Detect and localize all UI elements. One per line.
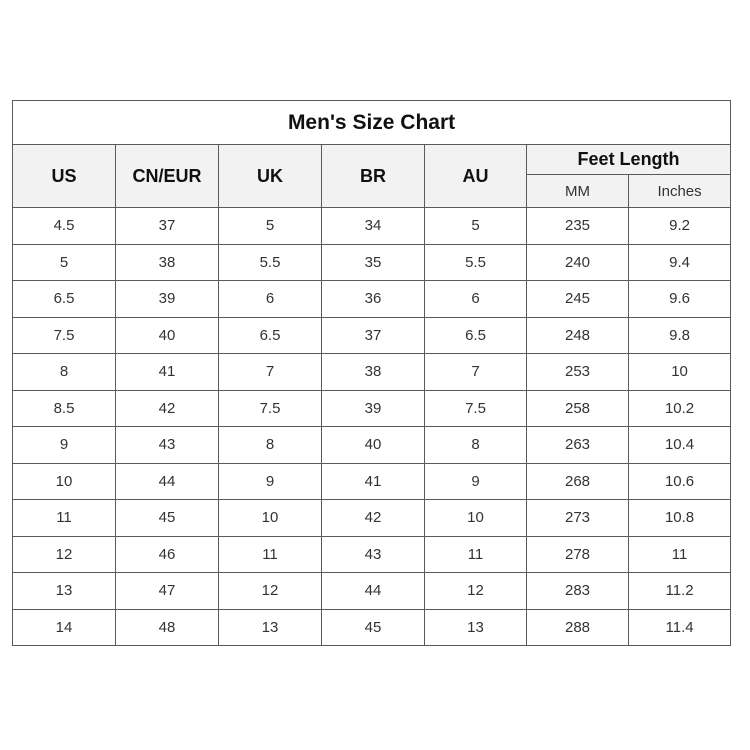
table-cell-us: 4.5 bbox=[13, 208, 116, 245]
table-row bbox=[13, 208, 731, 245]
table-cell-mm: 248 bbox=[527, 317, 629, 354]
table-cell-au: 8 bbox=[425, 427, 527, 464]
table-cell-au: 6.5 bbox=[425, 317, 527, 354]
table-cell-cn-eur: 42 bbox=[116, 390, 219, 427]
table-cell-au: 7 bbox=[425, 354, 527, 391]
table-row bbox=[13, 463, 731, 500]
table-cell-au: 13 bbox=[425, 609, 527, 646]
table-cell-cn-eur: 44 bbox=[116, 463, 219, 500]
table-cell-au: 5 bbox=[425, 208, 527, 245]
table-row bbox=[13, 536, 731, 573]
table-cell-us: 6.5 bbox=[13, 281, 116, 318]
table-cell-uk: 6.5 bbox=[219, 317, 322, 354]
table-row bbox=[13, 244, 731, 281]
column-header-au: AU bbox=[425, 145, 527, 208]
table-cell-us: 14 bbox=[13, 609, 116, 646]
table-cell-inches: 10.6 bbox=[629, 463, 731, 500]
table-cell-cn-eur: 47 bbox=[116, 573, 219, 610]
size-chart-table bbox=[12, 100, 731, 646]
table-cell-inches: 11.4 bbox=[629, 609, 731, 646]
table-cell-inches: 11 bbox=[629, 536, 731, 573]
table-cell-br: 37 bbox=[322, 317, 425, 354]
table-cell-au: 11 bbox=[425, 536, 527, 573]
table-cell-us: 5 bbox=[13, 244, 116, 281]
table-cell-uk: 6 bbox=[219, 281, 322, 318]
table-cell-au: 10 bbox=[425, 500, 527, 537]
table-cell-br: 45 bbox=[322, 609, 425, 646]
table-row bbox=[13, 573, 731, 610]
table-cell-inches: 9.8 bbox=[629, 317, 731, 354]
table-cell-inches: 10.2 bbox=[629, 390, 731, 427]
chart-title: Men's Size Chart bbox=[13, 101, 731, 145]
column-header-uk: UK bbox=[219, 145, 322, 208]
table-cell-us: 11 bbox=[13, 500, 116, 537]
table-cell-uk: 11 bbox=[219, 536, 322, 573]
table-cell-mm: 273 bbox=[527, 500, 629, 537]
column-header-br: BR bbox=[322, 145, 425, 208]
table-row bbox=[13, 427, 731, 464]
table-cell-cn-eur: 46 bbox=[116, 536, 219, 573]
table-cell-br: 44 bbox=[322, 573, 425, 610]
table-cell-br: 36 bbox=[322, 281, 425, 318]
table-cell-mm: 263 bbox=[527, 427, 629, 464]
column-header-cn-eur: CN/EUR bbox=[116, 145, 219, 208]
column-header-us: US bbox=[13, 145, 116, 208]
table-cell-br: 42 bbox=[322, 500, 425, 537]
column-header-inches: Inches bbox=[629, 175, 731, 208]
table-cell-uk: 7.5 bbox=[219, 390, 322, 427]
table-cell-au: 9 bbox=[425, 463, 527, 500]
column-group-header-feet-length: Feet Length bbox=[527, 145, 731, 175]
table-cell-cn-eur: 45 bbox=[116, 500, 219, 537]
table-row bbox=[13, 317, 731, 354]
table-cell-uk: 5.5 bbox=[219, 244, 322, 281]
table-cell-cn-eur: 40 bbox=[116, 317, 219, 354]
table-cell-inches: 9.2 bbox=[629, 208, 731, 245]
table-cell-inches: 9.4 bbox=[629, 244, 731, 281]
table-cell-uk: 5 bbox=[219, 208, 322, 245]
table-cell-uk: 7 bbox=[219, 354, 322, 391]
table-cell-mm: 288 bbox=[527, 609, 629, 646]
table-cell-us: 12 bbox=[13, 536, 116, 573]
table-cell-us: 9 bbox=[13, 427, 116, 464]
table-cell-uk: 13 bbox=[219, 609, 322, 646]
table-cell-mm: 253 bbox=[527, 354, 629, 391]
table-cell-cn-eur: 41 bbox=[116, 354, 219, 391]
table-cell-cn-eur: 38 bbox=[116, 244, 219, 281]
table-cell-us: 7.5 bbox=[13, 317, 116, 354]
table-cell-mm: 278 bbox=[527, 536, 629, 573]
table-cell-mm: 245 bbox=[527, 281, 629, 318]
table-cell-inches: 10 bbox=[629, 354, 731, 391]
table-cell-cn-eur: 39 bbox=[116, 281, 219, 318]
table-cell-cn-eur: 43 bbox=[116, 427, 219, 464]
table-cell-br: 34 bbox=[322, 208, 425, 245]
table-row bbox=[13, 281, 731, 318]
table-cell-mm: 240 bbox=[527, 244, 629, 281]
table-cell-br: 41 bbox=[322, 463, 425, 500]
table-row bbox=[13, 390, 731, 427]
table-cell-inches: 9.6 bbox=[629, 281, 731, 318]
table-cell-br: 39 bbox=[322, 390, 425, 427]
table-cell-inches: 10.8 bbox=[629, 500, 731, 537]
table-cell-br: 43 bbox=[322, 536, 425, 573]
column-header-mm: MM bbox=[527, 175, 629, 208]
table-cell-inches: 11.2 bbox=[629, 573, 731, 610]
table-cell-au: 12 bbox=[425, 573, 527, 610]
table-cell-au: 7.5 bbox=[425, 390, 527, 427]
table-row bbox=[13, 500, 731, 537]
table-cell-mm: 258 bbox=[527, 390, 629, 427]
table-cell-au: 6 bbox=[425, 281, 527, 318]
table-cell-us: 8 bbox=[13, 354, 116, 391]
table-cell-cn-eur: 37 bbox=[116, 208, 219, 245]
table-cell-mm: 235 bbox=[527, 208, 629, 245]
table-cell-br: 38 bbox=[322, 354, 425, 391]
table-cell-us: 13 bbox=[13, 573, 116, 610]
table-row bbox=[13, 354, 731, 391]
table-cell-cn-eur: 48 bbox=[116, 609, 219, 646]
table-cell-uk: 12 bbox=[219, 573, 322, 610]
table-cell-uk: 9 bbox=[219, 463, 322, 500]
table-row bbox=[13, 609, 731, 646]
table-cell-inches: 10.4 bbox=[629, 427, 731, 464]
table-cell-au: 5.5 bbox=[425, 244, 527, 281]
table-cell-us: 8.5 bbox=[13, 390, 116, 427]
table-cell-mm: 283 bbox=[527, 573, 629, 610]
table-cell-br: 40 bbox=[322, 427, 425, 464]
table-cell-uk: 10 bbox=[219, 500, 322, 537]
table-cell-br: 35 bbox=[322, 244, 425, 281]
table-cell-us: 10 bbox=[13, 463, 116, 500]
table-cell-uk: 8 bbox=[219, 427, 322, 464]
table-cell-mm: 268 bbox=[527, 463, 629, 500]
